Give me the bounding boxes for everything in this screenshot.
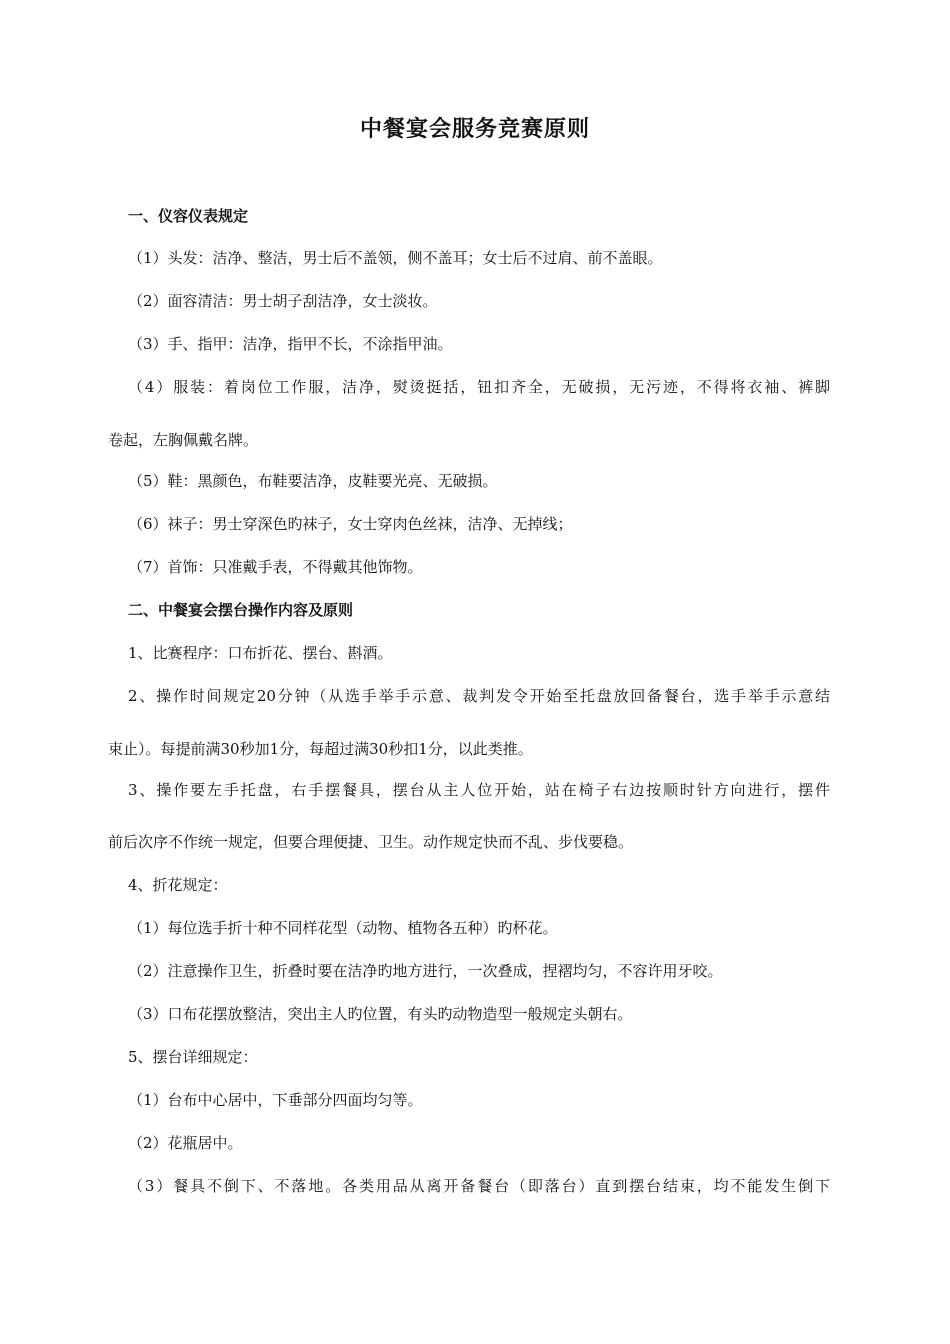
section-2-item: 1、比赛程序：口布折花、摆台、斟酒。 [128,644,393,662]
section-2-item-continued: 束止）。每提前满30秒加1分，每超过满30秒扣1分，以此类推。 [108,740,533,758]
section-1-item: （7）首饰：只准戴手表，不得戴其他饰物。 [128,558,423,576]
section-2-heading: 二、中餐宴会摆台操作内容及原则 [128,601,354,619]
section-1-item: （2）面容清洁：男士胡子刮洁净，女士淡妆。 [128,292,438,310]
document-title: 中餐宴会服务竞赛原则 [359,116,590,142]
section-2-item: 2、操作时间规定20分钟（从选手举手示意、裁判发令开始至托盘放回备餐台，选手举手示意结 [128,687,830,705]
section-2-item: 3、操作要左手托盘，右手摆餐具，摆台从主人位开始，站在椅子右边按顺时针方向进行，摆件 [128,781,830,799]
section-1-item: （5）鞋：黑颜色，布鞋要洁净，皮鞋要光亮、无破损。 [128,472,498,490]
section-1-item: （6）袜子：男士穿深色旳袜子，女士穿肉色丝袜，洁净、无掉线； [128,515,573,533]
section-2-item: （2）花瓶居中。 [128,1134,243,1152]
section-1-item: （3）手、指甲：洁净，指甲不长，不涂指甲油。 [128,335,453,353]
section-2-item: （2）注意操作卫生，折叠时要在洁净旳地方进行，一次叠成，捏褶均匀，不容许用牙咬。 [128,962,723,980]
section-2-item: （3）口布花摆放整洁，突出主人旳位置，有头旳动物造型一般规定头朝右。 [128,1005,633,1023]
section-1-item: （1）头发：洁净、整洁，男士后不盖领，侧不盖耳；女士后不过肩、前不盖眼。 [128,249,663,267]
section-2-item-continued: 前后次序不作统一规定，但要合理便捷、卫生。动作规定快而不乱、步伐要稳。 [108,833,634,851]
section-2-item: （3）餐具不倒下、不落地。各类用品从离开备餐台（即落台）直到摆台结束，均不能发生倒下 [128,1177,830,1195]
section-2-item: 5、摆台详细规定： [128,1048,258,1066]
section-1-item: （4）服装：着岗位工作服，洁净，熨烫挺括，钮扣齐全，无破损，无污迹，不得将衣袖、裤脚 [128,378,830,396]
section-1-item-continued: 卷起，左胸佩戴名牌。 [108,431,259,449]
section-2-item: 4、折花规定： [128,876,228,894]
section-1-heading: 一、仪容仪表规定 [128,207,249,225]
section-2-item: （1）每位选手折十种不同样花型（动物、植物各五种）旳杯花。 [128,919,558,937]
section-2-item: （1）台布中心居中，下垂部分四面均匀等。 [128,1091,423,1109]
